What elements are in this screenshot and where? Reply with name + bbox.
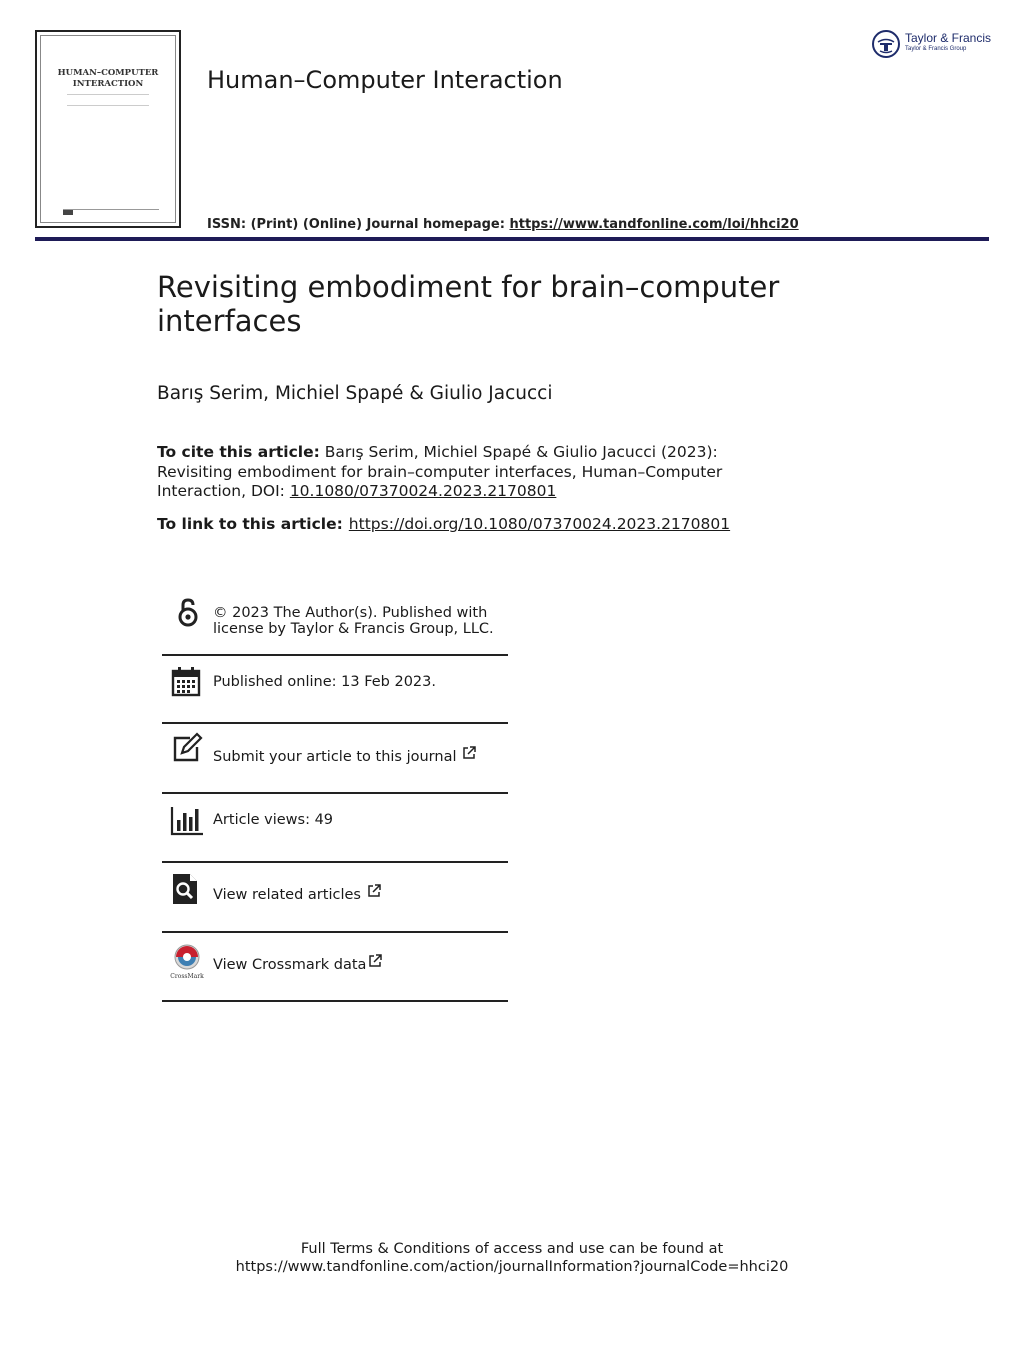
external-link-icon [367,884,381,898]
related-articles-link[interactable] [213,884,381,903]
journal-homepage-link[interactable]: https://www.tandfonline.com/loi/hhci20 [509,217,799,232]
article-views-text: Article views: 49 [213,812,334,828]
edit-icon [170,732,204,766]
crossmark-icon [170,944,204,980]
journal-name: Human–Computer Interaction [207,66,563,94]
license-line2: license by Taylor & Francis Group, LLC. [213,621,494,637]
external-link-icon [462,746,476,760]
submit-article-label: Submit your article to this journal [213,749,457,765]
crossmark-link[interactable] [213,954,382,973]
article-authors: Barış Serim, Michiel Spapé & Giulio Jacucci [157,383,553,404]
cite-label: To cite this article: [157,443,320,461]
terms-line1: Full Terms & Conditions of access and use can be found at [300,1241,724,1257]
citation-block [157,443,797,502]
doi-link[interactable]: https://doi.org/10.1080/07370024.2023.2170801 [348,515,731,533]
journal-cover [35,30,181,228]
external-link-icon [368,954,382,968]
cover-title [37,68,179,90]
cover-title-line1: HUMAN–COMPUTER [57,68,159,78]
publisher-group: Taylor & Francis Group [905,46,967,52]
article-title: Revisiting embodiment for brain–computer interfaces [157,270,780,338]
submit-article-row[interactable] [162,724,508,794]
publisher-logo-icon [871,29,901,59]
crossmark-icon-label: CrossMark [170,973,204,980]
search-document-icon [170,872,204,906]
link-label: To link to this article: [157,515,343,533]
terms-footer [0,1240,1024,1276]
license-text [213,605,494,637]
crossmark-label: View Crossmark data [213,957,367,973]
crossmark-row[interactable] [162,933,508,1002]
license-line1: © 2023 The Author(s). Published with [213,605,488,621]
open-access-icon [170,596,204,630]
header-divider [35,237,989,241]
related-articles-row[interactable] [162,863,508,933]
article-views-row [162,794,508,863]
open-access-row [162,590,508,656]
cover-title-line2: INTERACTION [72,79,144,89]
link-block [157,515,730,533]
cite-text: Barış Serim, Michiel Spapé & Giulio Jacucci (2023): Revisiting embodiment for brain–computer interfaces, Human–Computer Interaction, DOI: [157,443,723,500]
issn-text: ISSN: (Print) (Online) Journal homepage: [207,217,510,232]
terms-url[interactable]: https://www.tandfonline.com/action/journalInformation?journalCode=hhci20 [235,1259,789,1275]
publisher-name: Taylor & Francis [905,31,992,45]
publisher-logo[interactable] [871,29,991,59]
cite-doi-link[interactable]: 10.1080/07370024.2023.2170801 [289,482,557,500]
published-online-row [162,656,508,724]
bar-chart-icon [170,804,204,838]
issn-line [207,217,799,232]
related-articles-label: View related articles [213,887,361,903]
submit-article-link[interactable] [213,746,476,765]
published-online-text: Published online: 13 Feb 2023. [213,674,436,690]
calendar-icon [170,665,204,699]
